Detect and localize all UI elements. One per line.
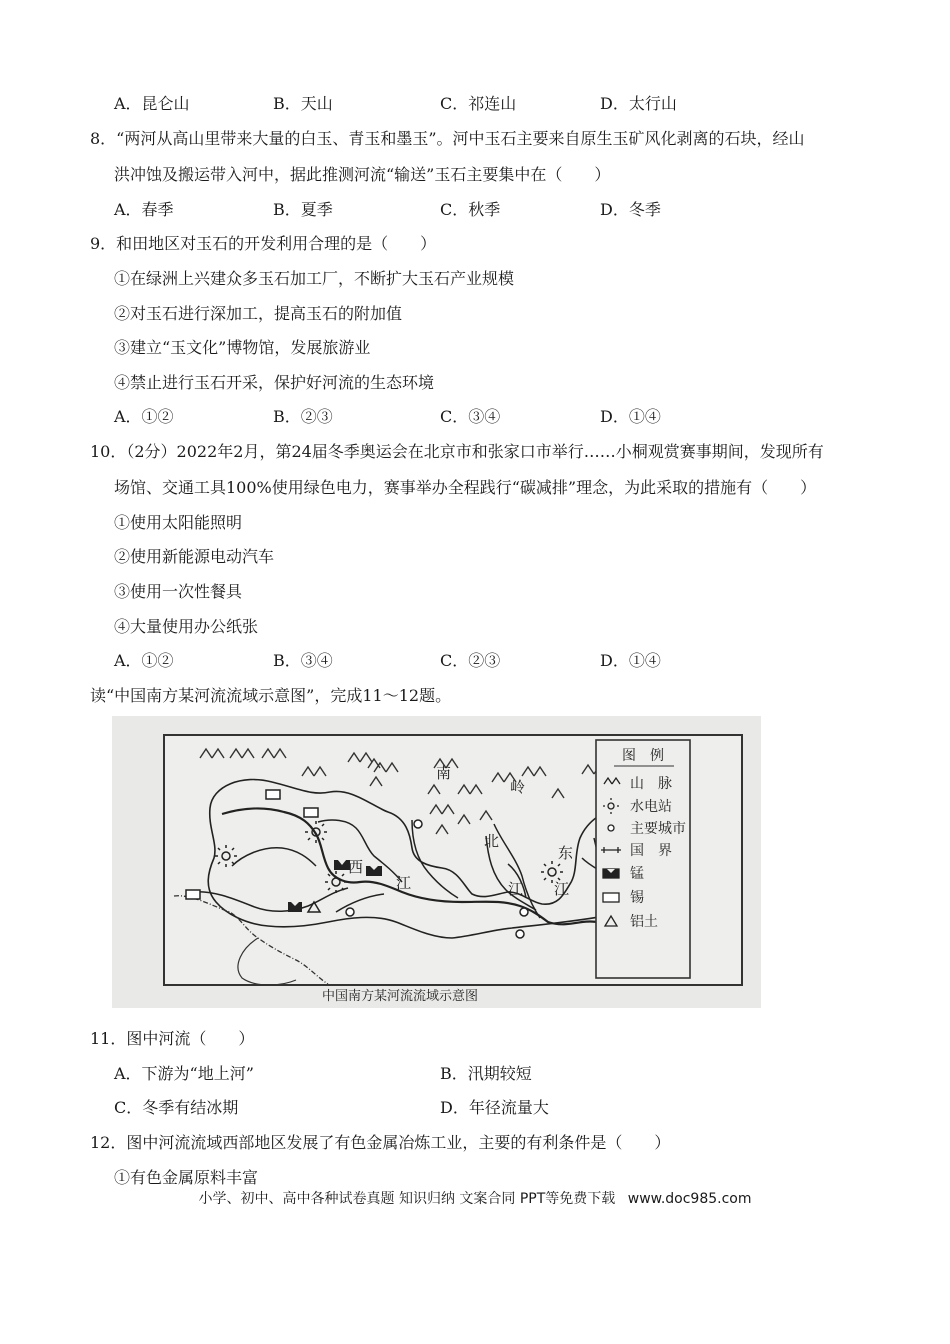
legend-title: 图 例 [622,748,664,764]
legend-label-tin: 锡 [630,890,644,906]
footer-url[interactable]: www.doc985.com [627,1191,752,1207]
river-basin-map [112,716,761,1008]
q9-option-c: C．③④ [440,407,501,426]
legend-label-border: 国 界 [630,843,672,859]
legend-tin-icon [603,893,619,902]
q9-stem: 9．和田地区对玉石的开发利用合理的是（ ） [90,234,437,253]
map-intro: 读“中国南方某河流流域示意图”，完成11～12题。 [90,686,452,705]
q9-option-b: B．②③ [273,407,333,426]
q9-item-3: ③建立“玉文化”博物馆，发展旅游业 [114,338,371,357]
q8-option-b: B．夏季 [273,200,333,219]
q9-item-1: ①在绿洲上兴建众多玉石加工厂，不断扩大玉石产业规模 [114,269,515,288]
footer-text: 小学、初中、高中各种试卷真题 知识归纳 文案合同 PPT等免费下载 [198,1191,616,1207]
q9-item-4: ④禁止进行玉石开采，保护好河流的生态环境 [114,373,435,392]
q8-option-d: D．冬季 [600,200,661,219]
label-ling: 岭 [510,778,526,796]
q9-option-d: D．①④ [600,407,661,426]
q10-item-4: ④大量使用办公纸张 [114,617,259,636]
label-jiang-bei: 江 [508,880,524,898]
q10-item-1: ①使用太阳能照明 [114,513,243,532]
legend-label-hydropower: 水电站 [630,799,672,815]
q10-option-d: D．①④ [600,651,661,670]
q8-option-a: A．春季 [114,200,174,219]
legend-label-city: 主要城市 [630,821,686,837]
q11-option-d: D．年径流量大 [440,1098,549,1117]
legend-label-mountain: 山 脉 [630,776,672,792]
label-dong: 东 [558,844,574,862]
q9-item-2: ②对玉石进行深加工，提高玉石的附加值 [114,304,403,323]
q7-option-c: C．祁连山 [440,94,517,113]
q10-option-a: A．①② [114,651,174,670]
q7-option-a: A．昆仑山 [114,94,190,113]
label-xi: 西 [348,858,364,876]
q12-stem: 12．图中河流流域西部地区发展了有色金属冶炼工业，主要的有利条件是（ ） [90,1133,671,1152]
q10-stem-line2: 场馆、交通工具100%使用绿色电力，赛事举办全程践行“碳减排”理念，为此采取的措施有（ ） [114,478,817,497]
label-jiang-dong: 江 [554,880,570,898]
q10-item-3: ③使用一次性餐具 [114,582,243,601]
q11-stem: 11．图中河流（ ） [90,1029,255,1048]
q7-option-d: D．太行山 [600,94,677,113]
q7-option-b: B．天山 [273,94,333,113]
label-bei: 北 [484,832,500,850]
map-caption: 中国南方某河流流域示意图 [322,989,479,1004]
q10-option-c: C．②③ [440,651,501,670]
label-nan: 南 [436,764,452,782]
q10-item-2: ②使用新能源电动汽车 [114,547,275,566]
legend-label-bauxite: 铝土 [630,914,658,930]
page-footer [0,1188,950,1210]
q11-option-c: C．冬季有结冰期 [114,1098,239,1117]
q11-option-b: B．汛期较短 [440,1064,532,1083]
q8-stem-line2: 洪冲蚀及搬运带入河中，据此推测河流“输送”玉石主要集中在（ ） [114,165,611,184]
q11-option-a: A．下游为“地上河” [114,1064,254,1083]
q10-stem-line1: 10．（2分）2022年2月，第24届冬季奥运会在北京市和张家口市举行……小桐观赏赛事期间，发现所有 [90,442,824,461]
legend-label-manganese: 锰 [630,866,644,882]
q9-option-a: A．①② [114,407,174,426]
q10-option-b: B．③④ [273,651,333,670]
legend-city-icon [608,825,614,831]
q8-stem-line1: 8．“两河从高山里带来大量的白玉、青玉和墨玉”。河中玉石主要来自原生玉矿风化剥离的石块，经山 [90,129,805,148]
q12-item-1: ①有色金属原料丰富 [114,1168,259,1187]
q8-option-c: C．秋季 [440,200,501,219]
label-jiang-xi: 江 [396,874,412,892]
